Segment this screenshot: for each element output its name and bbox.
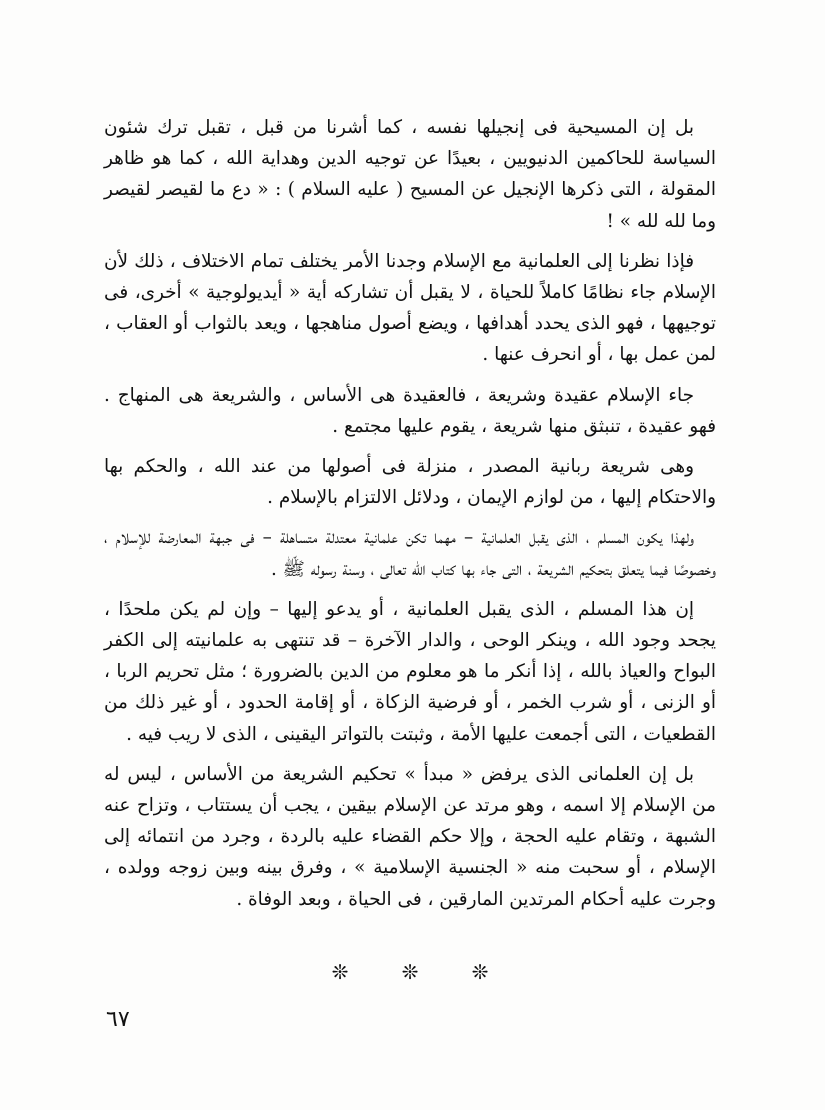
paragraph-2: فإذا نظرنا إلى العلمانية مع الإسلام وجدنا الأمر يختلف تمام الاختلاف ، ذلك لأن الإسلام جاء نظامًا كاملاً للحياة ، لا يقبل أن تشاركه أية « أيديولوجية » أخرى، فى توجيهها ، فهو الذى يحدد أهدافها ، ويضع أصول مناهجها ، ويعد بالثواب أو العقاب ، لمن عمل بها ، أو انحرف عنها . <box>104 250 716 366</box>
asterism-icon: ❊ <box>471 960 489 984</box>
paragraph-6: إن هذا المسلم ، الذى يقبل العلمانية ، أو يدعو إليها – وإن لم يكن ملحدًا ، يجحد وجود الله ، وينكر الوحى ، والدار الآخرة – قد تنتهى به علمانيته إلى الكفر البواح والعياذ بالله ، إذا أنكر ما هو معلوم من الدين بالضرورة ؛ مثل تحريم الربا ، أو الزنى ، أو شرب الخمر ، أو فرضية الزكاة ، أو إقامة الحدود ، أو غير ذلك من القطعيات ، التى أجمعت عليها الأمة ، وثبتت بالتواتر اليقينى ، الذى لا ريب فيه . <box>104 598 716 745</box>
paragraph-3: جاء الإسلام عقيدة وشريعة ، فالعقيدة هى الأساس ، والشريعة هى المنهاج . فهو عقيدة ، تنبثق منها شريعة ، يقوم عليها مجتمع . <box>104 384 716 437</box>
paragraph-5: ولهذا يكون المسلم ، الذى يقبل العلمانية – مهما تكن علمانية معتدلة متساهلة – فى جبهة المعارضة للإسلام ، وخصوصًا فيما يتعلق بتحكيم الشريعة ، التى جاء بها كتاب الله تعالى ، وسنة رسوله ﷺ . <box>104 527 716 580</box>
section-separator <box>330 957 490 987</box>
asterism-icon: ❊ <box>401 960 419 984</box>
paragraph-1: بل إن المسيحية فى إنجيلها نفسه ، كما أشرنا من قبل ، تقبل ترك شئون السياسة للحاكمين الدنيويين ، بعيدًا عن توجيه الدين وهداية الله ، كما هو ظاهر المقولة ، التى ذكرها الإنجيل عن المسيح ( عليه السلام ) : « دع ما لقيصر لقيصر وما لله لله » ! <box>104 117 716 232</box>
paragraph-7: بل إن العلمانى الذى يرفض « مبدأ » تحكيم الشريعة من الأساس ، ليس له من الإسلام إلا اسمه ، وهو مرتد عن الإسلام بيقين ، يجب أن يستتاب ، وتزاح عنه الشبهة ، وتقام عليه الحجة ، وإلا حكم القضاء عليه بالردة ، وجرد من انتمائه إلى الإسلام ، أو سحبت منه « الجنسية الإسلامية » ، وفرق بينه وبين زوجه وولده ، وجرت عليه أحكام المرتدين المارقين ، فى الحياة ، وبعد الوفاة . <box>104 763 716 910</box>
page-number: ٦٧ <box>106 1007 130 1032</box>
paragraph-4: وهى شريعة ربانية المصدر ، منزلة فى أصولها من عند الله ، والحكم بها والاحتكام إليها ، من لوازم الإيمان ، ودلائل الالتزام بالإسلام . <box>104 456 716 509</box>
asterism-icon: ❊ <box>331 960 349 984</box>
body-text <box>104 112 716 924</box>
